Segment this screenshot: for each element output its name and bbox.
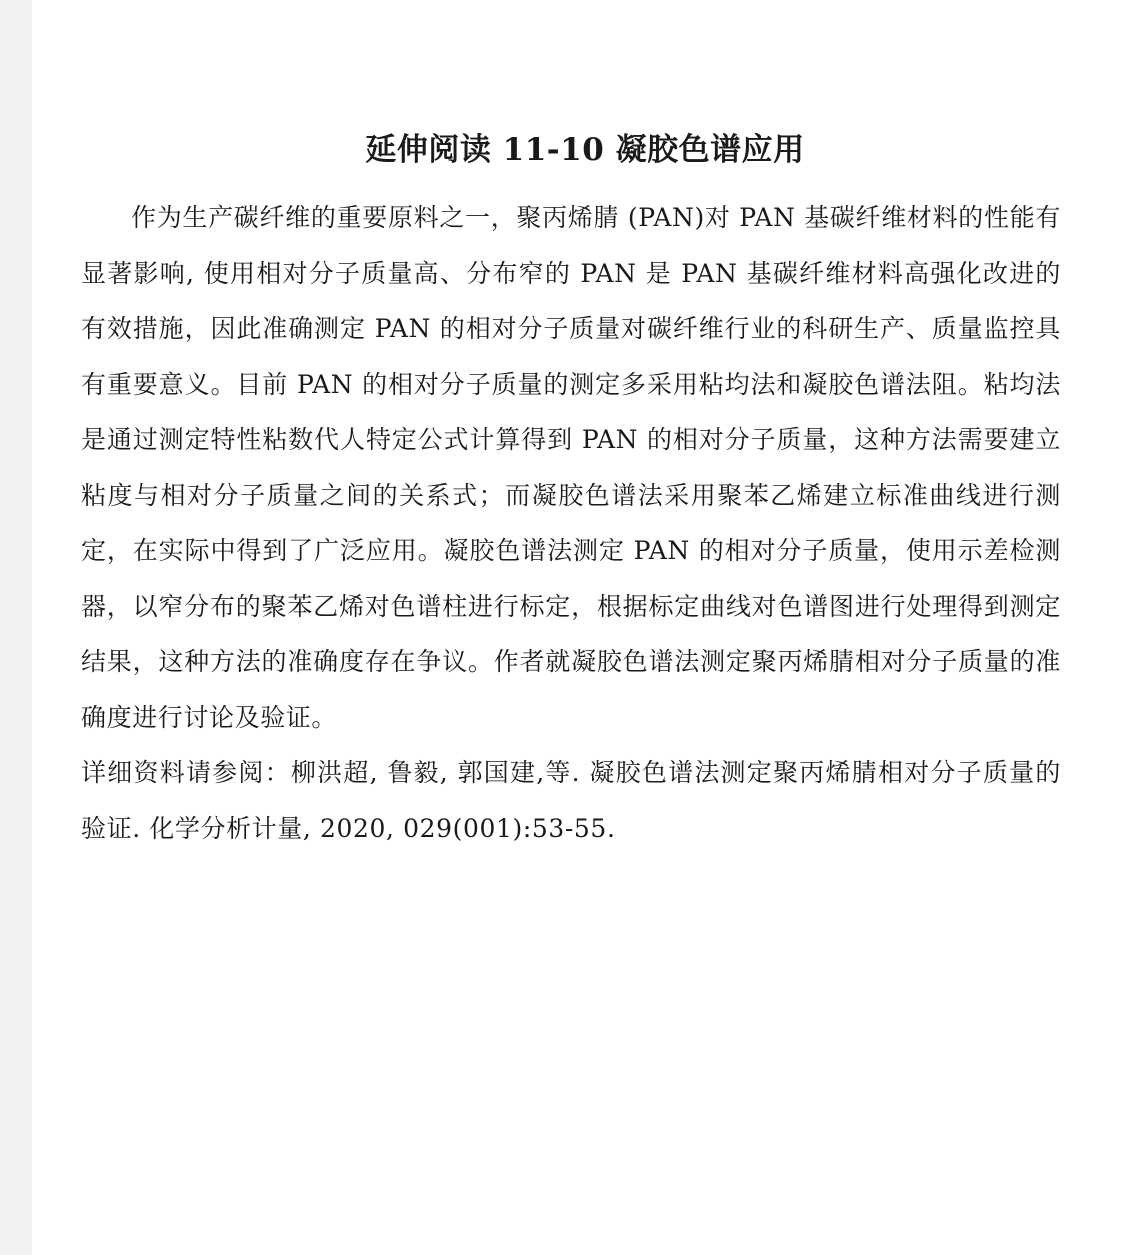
document-body <box>81 190 1061 856</box>
body-paragraph: 作为生产碳纤维的重要原料之一，聚丙烯腈 (PAN)对 PAN 基碳纤维材料的性能有显著影响, 使用相对分子质量高、分布窄的 PAN 是 PAN 基碳纤维材料高强化改进的有效措施，因此准确测定 PAN 的相对分子质量对碳纤维行业的科研生产、质量监控具有重要意义。目前 PAN 的相对分子质量的测定多采用粘均法和凝胶色谱法阻。粘均法是通过测定特性粘数代人特定公式计算得到 PAN 的相对分子质量，这种方法需要建立粘度与相对分子质量之间的关系式；而凝胶色谱法采用聚苯乙烯建立标准曲线进行测定，在实际中得到了广泛应用。凝胶色谱法测定 PAN 的相对分子质量，使用示差检测器，以窄分布的聚苯乙烯对色谱柱进行标定，根据标定曲线对色谱图进行处理得到测定结果，这种方法的准确度存在争议。作者就凝胶色谱法测定聚丙烯腈相对分子质量的准确度进行讨论及验证。 <box>81 203 1061 732</box>
document-title: 延伸阅读 11-10 凝胶色谱应用 <box>365 132 805 168</box>
reference-paragraph: 详细资料请参阅：柳洪超, 鲁毅, 郭国建,等. 凝胶色谱法测定聚丙烯腈相对分子质量的验证. 化学分析计量, 2020, 029(001):53-55. <box>81 758 1061 843</box>
left-margin-strip <box>0 0 32 1255</box>
